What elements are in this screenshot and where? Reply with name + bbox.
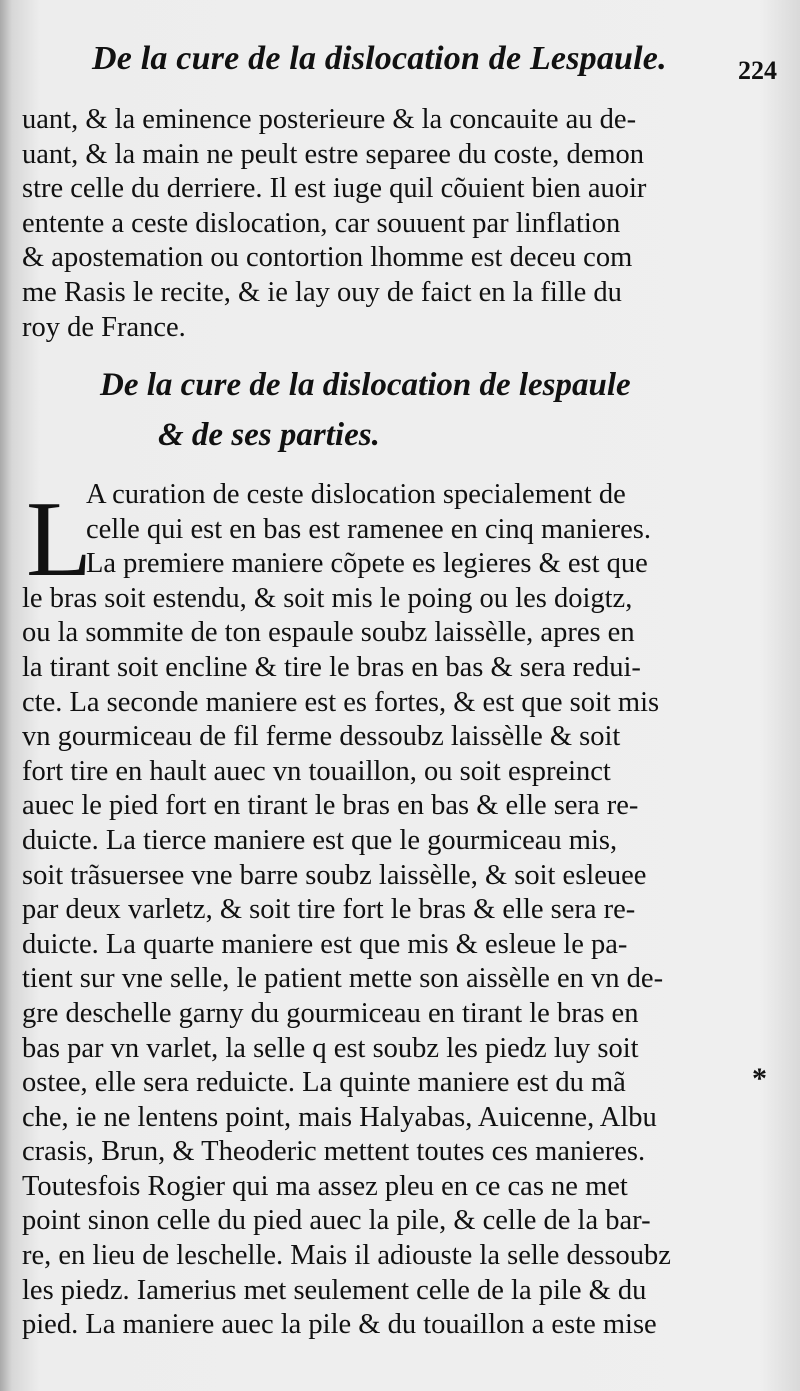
text-line: bas par vn varlet, la selle q est soubz les piedz luy soit — [22, 1032, 639, 1064]
text-line: & apostemation ou contortion lhomme est deceu com — [22, 242, 633, 274]
text-line: uant, & la eminence posterieure & la concauite au de- — [22, 104, 637, 135]
text-line: uant, & la main ne peult estre separee du coste, demon — [22, 138, 645, 170]
text-line: soit trãsuersee vne barre soubz laissèlle, & soit esleuee — [22, 859, 647, 891]
running-head: De la cure de la dislocation de Lespaule. — [92, 40, 667, 77]
text-line: ou la sommite de ton espaule soubz laissèlle, apres en — [22, 617, 635, 649]
page-number: 224 — [738, 56, 777, 85]
text-line: entente a ceste dislocation, car souuent par linflation — [22, 207, 621, 239]
text-line: les piedz. Iamerius met seulement celle de la pile & du — [22, 1274, 647, 1306]
marginal-asterisk: * — [752, 1062, 767, 1095]
text-line: fort tire en hault auec vn touaillon, ou soit espreinct — [22, 755, 611, 787]
text-line: duicte. La tierce maniere est que le gourmiceau mis, — [22, 824, 618, 856]
text-line: le bras soit estendu, & soit mis le poing ou les doigtz, — [22, 582, 633, 614]
section-heading — [100, 360, 720, 460]
text-line: auec le pied fort en tirant le bras en bas & elle sera re- — [22, 790, 639, 822]
text-line: vn gourmiceau de fil ferme dessoubz laissèlle & soit — [22, 721, 621, 753]
drop-cap: L — [26, 480, 92, 599]
paragraph-continued — [22, 103, 738, 345]
text-line: point sinon celle du pied auec la pile, & celle de la bar- — [22, 1205, 651, 1237]
text-line: cte. La seconde maniere est es fortes, & est que soit mis — [22, 686, 660, 718]
text-line: crasis, Brun, & Theoderic mettent toutes ces manieres. — [22, 1136, 646, 1168]
text-line: celle qui est en bas est ramenee en cinq manieres. — [86, 513, 652, 545]
text-line: roy de France. — [22, 311, 186, 343]
text-line: Toutesfois Rogier qui ma assez pleu en ce cas ne met — [22, 1170, 628, 1202]
text-line: A curation de ceste dislocation specialement de — [86, 479, 626, 510]
text-line: ostee, elle sera reduicte. La quinte maniere est du mã — [22, 1067, 626, 1099]
text-line: La premiere maniere cõpete es legieres & est que — [86, 548, 648, 580]
section-body — [22, 478, 738, 1343]
text-line: par deux varletz, & soit tire fort le bras & elle sera re- — [22, 894, 636, 926]
text-line: la tirant soit encline & tire le bras en bas & sera redui- — [22, 651, 641, 683]
text-line: tient sur vne selle, le patient mette son aissèlle en vn de- — [22, 963, 664, 995]
text-line: re, en lieu de leschelle. Mais il adiouste la selle dessoubz — [22, 1240, 671, 1272]
text-line: pied. La maniere auec la pile & du touaillon a este mise — [22, 1309, 657, 1341]
text-line: che, ie ne lentens point, mais Halyabas, Auicenne, Albu — [22, 1101, 657, 1133]
text-line: stre celle du derriere. Il est iuge quil cõuient bien auoir — [22, 173, 647, 205]
text-line: gre deschelle garny du gourmiceau en tirant le bras en — [22, 997, 639, 1029]
text-line: duicte. La quarte maniere est que mis & esleue le pa- — [22, 928, 628, 960]
section-heading-line: De la cure de la dislocation de lespaule — [100, 367, 631, 403]
text-line: me Rasis le recite, & ie lay ouy de faict en la fille du — [22, 276, 622, 308]
section-heading-line: & de ses parties. — [158, 417, 380, 453]
